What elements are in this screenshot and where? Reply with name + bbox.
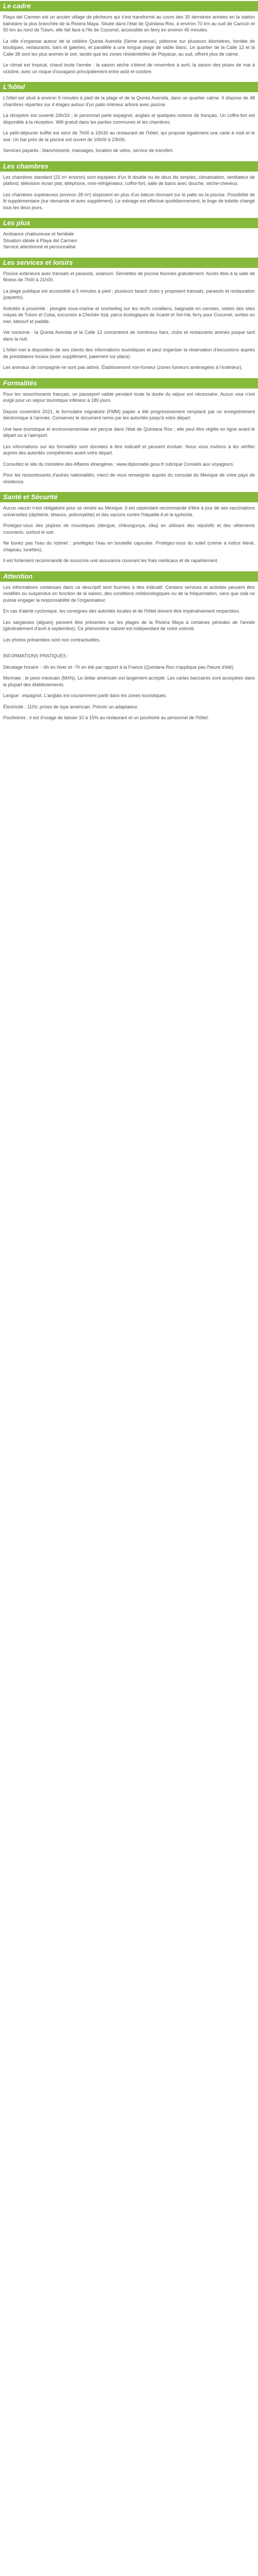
paragraph: En cas d'alerte cyclonique, les consignes des autorités locales et de l'hôtel doivent être impérativement respectées. (3, 608, 240, 614)
page (0, 0, 258, 728)
paragraph: Vie nocturne : la Quinta Avenida et la Calle 12 concentrent de nombreux bars, clubs et restaurants animés jusque tard dans la nuit. (3, 330, 255, 342)
paragraph: Piscine extérieure avec transats et parasols, solarium. Serviettes de piscine fournies gratuitement. Accès libre à la salle de fitness de 7h00 à 21h00. (3, 270, 255, 282)
paragraph: Il est fortement recommandé de souscrire une assurance couvrant les frais médicaux et de rapatriement. (3, 558, 219, 563)
paragraph: La ville s'organise autour de la célèbre Quinta Avenida (5ème avenue), piétonne sur plusieurs kilomètres, bordée de boutiques, restaurants, bars et galeries, et parallèle à une longue plage de sable blanc. Le quartier de la Calle 12 et la Calle 38 sont les plus animés le soir, tandis que les zones résidentielles de Playacar, au sud, offrent plus de calme. (3, 38, 255, 57)
paragraph: Décalage horaire : -6h en hiver et -7h en été par rapport à la France (Quintana Roo n'applique pas l'heure d'été). (3, 664, 235, 670)
paragraph: Pour les ressortissants d'autres nationalités, merci de vous renseigner auprès du consulat du Mexique de votre pays de résidence. (3, 472, 255, 484)
section-title-plus: Les plus (0, 218, 258, 228)
section-sante (0, 492, 258, 571)
list-item: Ambiance chaleureuse et familiale (3, 231, 74, 236)
info-heading: INFORMATIONS PRATIQUES : (3, 653, 69, 658)
paragraph: L'hôtel met à disposition de ses clients des informations touristiques et peut organiser la réservation d'excursions auprès de prestataires locaux (avec supplément, paiement sur place). (3, 347, 255, 359)
paragraph: La réception est ouverte 24h/24 ; le personnel parle espagnol, anglais et quelques notions de français. Un coffre-fort est disponible à la réception. Wifi gratuit dans les parties communes et les chambres. (3, 113, 255, 125)
paragraph: Depuis novembre 2021, le formulaire migratoire (FMM) papier a été progressivement remplacé par un enregistrement électronique à l'arrivée. Conservez le document remis par les autorités jusqu'à votre départ. (3, 409, 255, 420)
section-title-cadre: Le cadre (0, 1, 258, 11)
section-hotel (0, 82, 258, 161)
paragraph: Les sargasses (algues) peuvent être présentes sur les plages de la Riviera Maya à certaines périodes de l'année (généralement d'avril à septembre). Ce phénomène naturel est indépendant de notre volonté. (3, 619, 255, 631)
list-item: Situation idéale à Playa del Carmen (3, 238, 77, 243)
paragraph: Les informations sur les formalités sont données à titre indicatif et peuvent évoluer. Nous vous invitons à les vérifier auprès des autorités compétentes avant votre départ. (3, 444, 255, 455)
paragraph: Protégez-vous des piqûres de moustiques (dengue, chikungunya, zika) en utilisant des répulsifs et des vêtements couvrants, surtout le soir. (3, 523, 255, 535)
section-loisirs (0, 258, 258, 378)
section-title-loisirs: Les services et loisirs (0, 258, 258, 268)
paragraph: Consultez le site du ministère des Affaires étrangères : www.diplomatie.gouv.fr rubrique Conseils aux voyageurs. (3, 461, 234, 467)
section-pratiques (0, 650, 258, 728)
list-item: Service attentionné et personnalisé (3, 244, 76, 249)
paragraph: Les informations contenues dans ce descriptif sont fournies à titre indicatif. Certains services et activités peuvent être modifiés ou suspendus en fonction de la saison, des conditions météorologiques ou de la fréquentation, sans que cela ne puisse engager la responsabilité de l'organisateur. (3, 584, 255, 603)
paragraph: Les photos présentées sont non contractuelles. (3, 637, 101, 642)
section-chambres (0, 161, 258, 218)
paragraph: La plage publique est accessible à 5 minutes à pied ; plusieurs beach clubs y proposent transats, parasols et restauration (payants). (3, 288, 255, 300)
paragraph: Ne buvez pas l'eau du robinet ; privilégiez l'eau en bouteille capsulée. Protégez-vous du soleil (crème à indice élevé, chapeau, lunettes). (3, 540, 255, 552)
paragraph: Les animaux de compagnie ne sont pas admis. Établissement non-fumeur (zones fumeurs aménagées à l'extérieur). (3, 365, 243, 370)
paragraph: Activités à proximité : plongée sous-marine et snorkeling sur les récifs coralliens, baignade en cenotes, visites des sites mayas de Tulum et Coba, excursion à Chichén Itzá, parcs écologiques de Xcaret et Xel-Há, ferry pour Cozumel, sorties en mer, kitesurf et paddle. (3, 306, 255, 324)
paragraph: Les chambres supérieures (environ 28 m²) disposent en plus d'un balcon donnant sur le patio ou la piscine. Possibilité de lit supplémentaire (sur demande et avec supplément). Le ménage est effectué quotidiennement, le linge de toilette changé tous les deux jours. (3, 192, 255, 210)
paragraph: Monnaie : le peso mexicain (MXN). Le dollar américain est largement accepté. Les cartes bancaires sont acceptées dans la plupart des établissements. (3, 675, 255, 687)
section-title-chambres: Les chambres (0, 161, 258, 172)
section-plus (0, 218, 258, 258)
paragraph: Les chambres standard (22 m² environ) sont équipées d'un lit double ou de deux lits simples, climatisation, ventilateur de plafond, télévision écran plat, téléphone, mini-réfrigérateur, coffre-fort, salle de bains avec douche, sèche-cheveux. (3, 174, 255, 186)
paragraph: Électricité : 110V, prises de type américain. Prévoir un adaptateur. (3, 704, 139, 709)
paragraph: Playa del Carmen est un ancien village de pêcheurs qui s'est transformé au cours des 30 dernières années en la station balnéaire la plus branchée de la Riviera Maya. Située dans l'état de Quintana Roo, à environ 70 km au sud de Cancún et 50 km au nord de Tulum, elle fait face à l'île de Cozumel, accessible en ferry en environ 45 minutes. (3, 14, 255, 32)
paragraph: Le climat est tropical, chaud toute l'année : la saison sèche s'étend de novembre à avril, la saison des pluies de mai à octobre, avec un risque d'ouragans principalement entre août et octobre. (3, 62, 255, 74)
paragraph: Le petit-déjeuner buffet est servi de 7h00 à 10h30 au restaurant de l'hôtel, qui propose également une carte à midi et le soir. Un bar près de la piscine est ouvert de 10h00 à 23h00. (3, 130, 255, 142)
paragraph: Aucun vaccin n'est obligatoire pour se rendre au Mexique. Il est cependant recommandé d'être à jour de ses vaccinations universelles (diphtérie, tétanos, poliomyélite) et des vaccins contre l'hépatite A et la typhoïde. (3, 505, 255, 517)
paragraph: Pour les ressortissants français, un passeport valide pendant toute la durée du séjour est nécessaire. Aucun visa n'est exigé pour un séjour touristique inférieur à 180 jours. (3, 391, 255, 403)
section-title-attention: Attention (0, 571, 258, 582)
paragraph: Langue : espagnol. L'anglais est couramment parlé dans les zones touristiques. (3, 693, 167, 698)
section-title-sante: Santé et Sécurité (0, 492, 258, 502)
section-title-hotel: L'hôtel (0, 82, 258, 92)
paragraph: Une taxe touristique et environnementale est perçue dans l'état de Quintana Roo ; elle peut être réglée en ligne avant le départ ou à l'aéroport. (3, 426, 255, 438)
paragraph: L'hôtel est situé à environ 5 minutes à pied de la plage et de la Quinta Avenida, dans un quartier calme. Il dispose de 48 chambres réparties sur 4 étages autour d'un patio intérieur arboré avec piscine. (3, 95, 255, 107)
section-cadre (0, 1, 258, 82)
paragraph: Services payants : blanchisserie, massages, location de vélos, service de transfert. (3, 148, 174, 153)
paragraph: Pourboires : il est d'usage de laisser 10 à 15% au restaurant et un pourboire au personnel de l'hôtel. (3, 715, 209, 720)
section-title-formalites: Formalités (0, 378, 258, 388)
section-attention (0, 571, 258, 651)
section-formalites (0, 378, 258, 493)
